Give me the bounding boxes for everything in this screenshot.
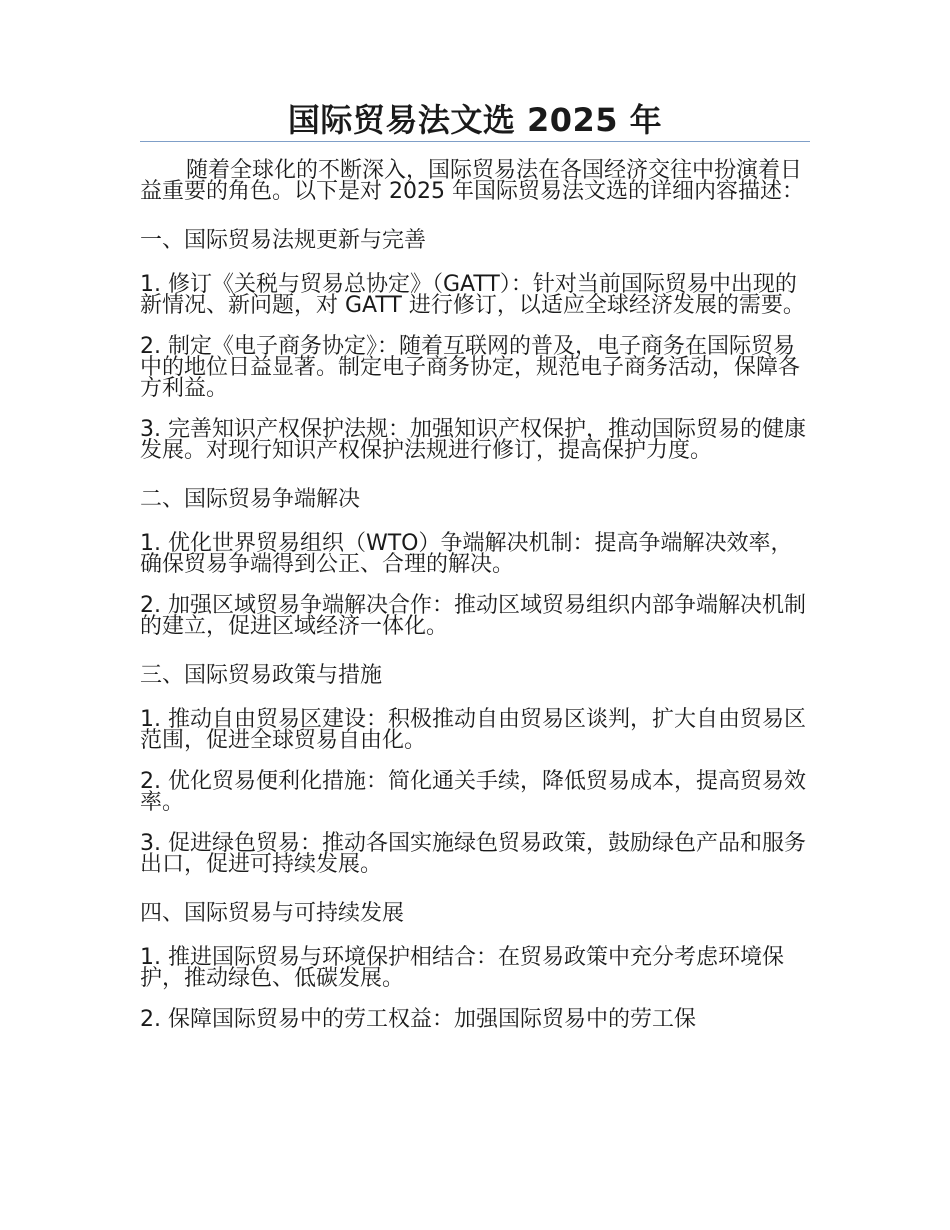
section-heading-1: 一、国际贸易法规更新与完善: [140, 228, 427, 253]
document-page: [140, 100, 810, 1030]
section-1-item-3: 3. 完善知识产权保护法规：加强知识产权保护，推动国际贸易的健康发展。对现行知识产权保护法规进行修订，提高保护力度。: [140, 417, 806, 463]
document-title: 国际贸易法文选 2025 年: [140, 100, 810, 142]
section-3-item-2: 2. 优化贸易便利化措施：简化通关手续，降低贸易成本，提高贸易效率。: [140, 769, 806, 815]
section-heading-3: 三、国际贸易政策与措施: [140, 663, 383, 688]
section-heading-2: 二、国际贸易争端解决: [140, 487, 361, 512]
section-2-item-2: 2. 加强区域贸易争端解决合作：推动区域贸易组织内部争端解决机制的建立，促进区域经济一体化。: [140, 593, 806, 639]
section-3-item-3: 3. 促进绿色贸易：推动各国实施绿色贸易政策，鼓励绿色产品和服务出口，促进可持续发展。: [140, 831, 806, 877]
section-4-item-1: 1. 推进国际贸易与环境保护相结合：在贸易政策中充分考虑环境保护，推动绿色、低碳发展。: [140, 945, 784, 991]
section-2-item-1: 1. 优化世界贸易组织（WTO）争端解决机制：提高争端解决效率，确保贸易争端得到公正、合理的解决。: [140, 531, 793, 577]
section-4-item-2: 2. 保障国际贸易中的劳工权益：加强国际贸易中的劳工保: [140, 1007, 696, 1032]
section-heading-4: 四、国际贸易与可持续发展: [140, 901, 405, 926]
section-1-item-1: 1. 修订《关税与贸易总协定》（GATT）：针对当前国际贸易中出现的新情况、新问题，对 GATT 进行修订，以适应全球经济发展的需要。: [140, 272, 805, 318]
section-3-item-1: 1. 推动自由贸易区建设：积极推动自由贸易区谈判，扩大自由贸易区范围，促进全球贸易自由化。: [140, 707, 806, 753]
section-1-item-2: 2. 制定《电子商务协定》：随着互联网的普及，电子商务在国际贸易中的地位日益显著。制定电子商务协定，规范电子商务活动，保障各方利益。: [140, 334, 801, 401]
intro-paragraph: 随着全球化的不断深入，国际贸易法在各国经济交往中扮演着日益重要的角色。以下是对 2025 年国际贸易法文选的详细内容描述：: [140, 158, 804, 204]
